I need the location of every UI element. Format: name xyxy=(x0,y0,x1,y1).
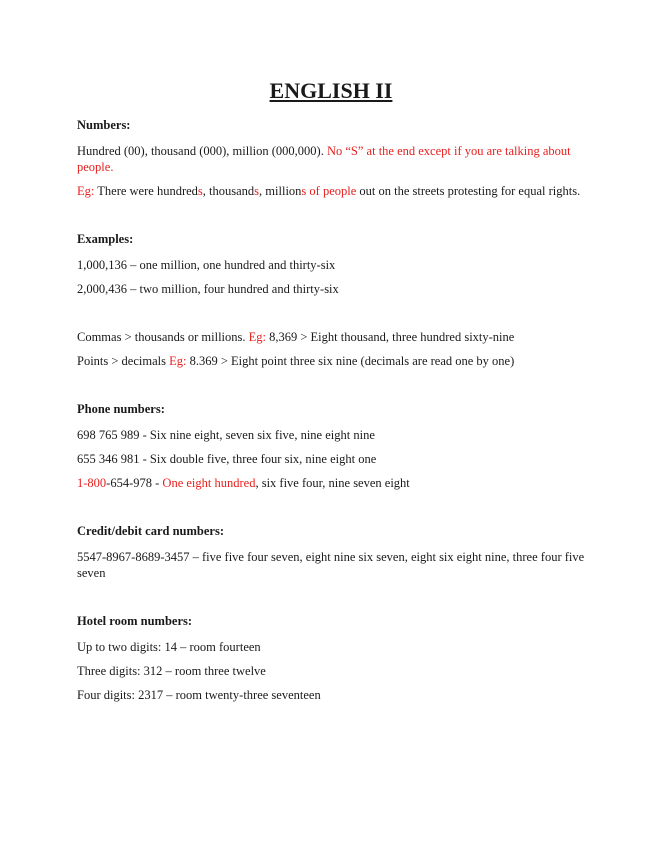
page-title: ENGLISH II xyxy=(269,78,393,103)
example-line: 1,000,136 – one million, one hundred and thirty-six xyxy=(77,258,336,272)
numbers-example-text-a: There were hundred xyxy=(94,184,198,198)
numbers-example-text-c: , million xyxy=(259,184,302,198)
hotel-line: Three digits: 312 – room three twelve xyxy=(77,664,266,678)
tollfree-prefix: 1-800 xyxy=(77,476,107,490)
eg-label: Eg: xyxy=(248,330,266,344)
hotel-heading: Hotel room numbers: xyxy=(77,614,193,628)
commas-rule xyxy=(77,329,585,345)
eg-label: Eg: xyxy=(77,184,95,198)
numbers-example-text-b: , thousand xyxy=(202,184,255,198)
points-rule xyxy=(77,353,585,369)
plural-s-of-people: s of people xyxy=(301,184,357,198)
points-text: Points > decimals xyxy=(77,354,170,368)
numbers-rule-note: No “S” at the end except if you are talking about people. xyxy=(77,144,571,174)
card-heading: Credit/debit card numbers: xyxy=(77,524,224,538)
numbers-rule xyxy=(77,143,585,175)
example-line: 2,000,436 – two million, four hundred and thirty-six xyxy=(77,282,339,296)
phone-line: 655 346 981 - Six double five, three four six, nine eight one xyxy=(77,452,377,466)
hotel-line: Four digits: 2317 – room twenty-three seventeen xyxy=(77,688,321,702)
numbers-rule-text: Hundred (00), thousand (000), million (000,000). xyxy=(77,144,327,158)
numbers-example xyxy=(77,183,585,199)
examples-heading: Examples: xyxy=(77,232,134,246)
phone-text-a: -654-978 - xyxy=(106,476,163,490)
points-example: 8.369 > Eight point three six nine (decimals are read one by one) xyxy=(186,354,515,368)
numbers-heading: Numbers: xyxy=(77,118,131,132)
plural-s: s xyxy=(254,184,260,198)
numbers-example-text-d: out on the streets protesting for equal rights. xyxy=(356,184,581,198)
card-line: 5547-8967-8689-3457 – five five four seven, eight nine six seven, eight six eight nine, three four five seven xyxy=(77,550,585,580)
eg-label: Eg: xyxy=(169,354,187,368)
phone-line-tollfree xyxy=(77,475,585,491)
tollfree-spoken: One eight hundred xyxy=(162,476,256,490)
phone-line: 698 765 989 - Six nine eight, seven six five, nine eight nine xyxy=(77,428,375,442)
plural-s: s xyxy=(197,184,203,198)
phone-text-b: , six five four, nine seven eight xyxy=(255,476,410,490)
phone-heading: Phone numbers: xyxy=(77,402,165,416)
commas-example: 8,369 > Eight thousand, three hundred sixty-nine xyxy=(266,330,515,344)
hotel-line: Up to two digits: 14 – room fourteen xyxy=(77,640,261,654)
commas-text: Commas > thousands or millions. xyxy=(77,330,249,344)
